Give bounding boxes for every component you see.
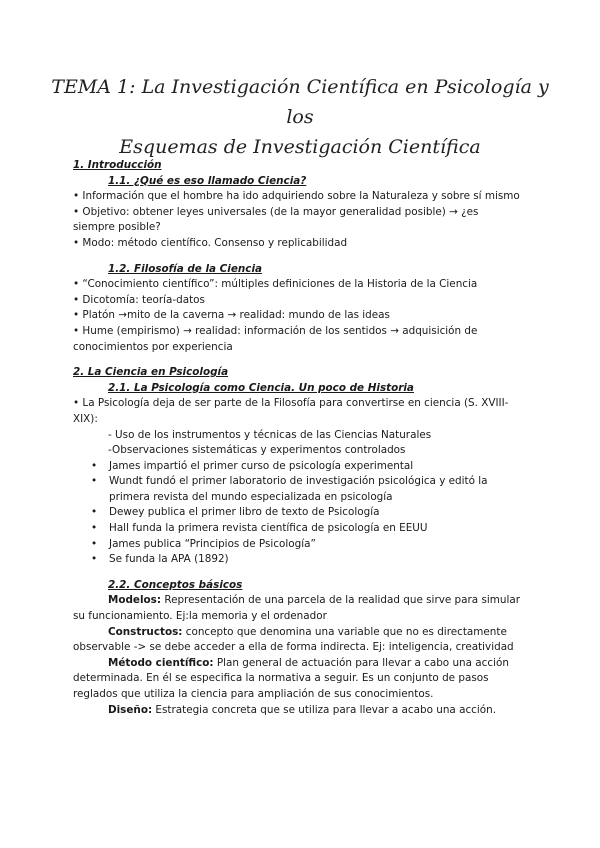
section-2-1-heading: 2.1. La Psicología como Ciencia. Un poco de Historia xyxy=(108,381,414,394)
section-2-heading: 2. La Ciencia en Psicología xyxy=(73,366,229,379)
section-2-2-heading: 2.2. Conceptos básicos xyxy=(108,578,243,591)
list-item: • Se funda la APA (1892) xyxy=(109,552,523,568)
definition xyxy=(73,656,523,703)
definition xyxy=(73,625,523,656)
document-title xyxy=(40,72,560,162)
definition-text: Representación de una parcela de la realidad que sirve para simular su funcionamiento. Ej:la memoria y el ordenador xyxy=(73,594,520,623)
document-body xyxy=(73,158,523,718)
definition-term: Método científico: xyxy=(108,656,214,669)
paragraph: • Dicotomía: teoría-datos xyxy=(73,293,205,306)
paragraph: • Información que el hombre ha ido adquiriendo sobre la Naturaleza y sobre sí mismo xyxy=(73,190,520,203)
dash-item: -Observaciones sistemáticas y experimentos controlados xyxy=(108,444,406,457)
definition xyxy=(73,593,523,624)
list-item: • Wundt fundó el primer laboratorio de investigación psicológica y editó la primera revista del mundo especializada en psicología xyxy=(109,474,523,505)
list-item: • James impartió el primer curso de psicología experimental xyxy=(109,459,523,475)
title-line-1: TEMA 1: La Investigación Científica en Psicología y los xyxy=(51,76,549,128)
definition-text: Plan general de actuación para llevar a cabo una acción determinada. En él se especifica la normativa a seguir. Es un conjunto de pasos reglados que utiliza la ciencia para ampliación de sus conocimientos. xyxy=(73,656,509,700)
section-1-1-heading: 1.1. ¿Qué es eso llamado Ciencia? xyxy=(108,174,307,187)
definition-text: Estrategia concreta que se utiliza para llevar a acabo una acción. xyxy=(152,703,497,716)
paragraph: • La Psicología deja de ser parte de la Filosofía para convertirse en ciencia (S. XVIII-XIX): xyxy=(73,397,509,425)
title-line-2: Esquemas de Investigación Científica xyxy=(119,136,481,158)
definition xyxy=(73,703,523,719)
definition-term: Modelos: xyxy=(108,594,162,607)
paragraph: • “Conocimiento científico”: múltiples definiciones de la Historia de la Ciencia xyxy=(73,278,478,291)
list-item: • James publica “Principios de Psicología” xyxy=(109,537,523,553)
paragraph: • Objetivo: obtener leyes universales (de la mayor generalidad posible) → ¿es siempre posible? xyxy=(73,205,479,234)
section-1-2-heading: 1.2. Filosofía de la Ciencia xyxy=(108,262,263,275)
section-1-heading: 1. Introducción xyxy=(73,159,162,171)
definition-term: Diseño: xyxy=(108,703,153,716)
list-item: • Dewey publica el primer libro de texto de Psicología xyxy=(109,505,523,521)
list-item: • Hall funda la primera revista científica de psicología en EEUU xyxy=(109,521,523,537)
definition-term: Constructos: xyxy=(108,625,183,638)
definition-text: concepto que denomina una variable que no es directamente observable -> se debe acceder a ella de forma indirecta. Ej: inteligencia, creatividad xyxy=(73,625,514,654)
paragraph: • Modo: método científico. Consenso y replicabilidad xyxy=(73,236,348,249)
paragraph: • Platón →mito de la caverna → realidad: mundo de las ideas xyxy=(73,309,390,322)
history-list xyxy=(73,459,523,568)
paragraph: • Hume (empirismo) → realidad: información de los sentidos → adquisición de conocimientos por experiencia xyxy=(73,324,478,353)
dash-item: - Uso de los instrumentos y técnicas de las Ciencias Naturales xyxy=(108,428,432,441)
